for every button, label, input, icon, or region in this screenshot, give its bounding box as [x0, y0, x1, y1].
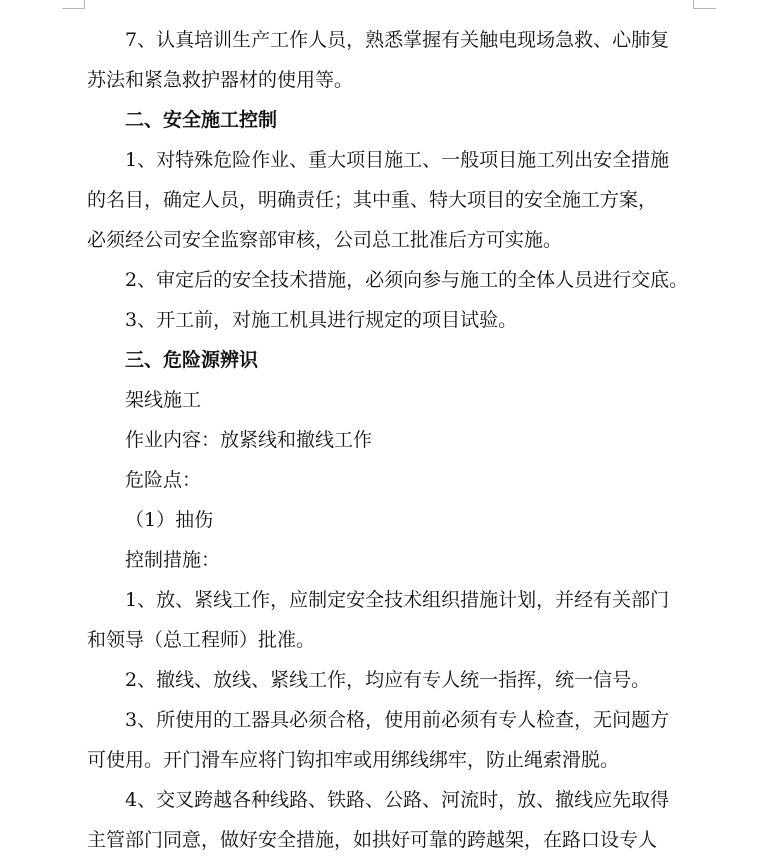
paragraph-line: 1、对特殊危险作业、重大项目施工、一般项目施工列出安全措施 [125, 149, 670, 171]
page-corner-mark-left [62, 0, 85, 9]
document-body [87, 20, 694, 860]
paragraph-line: 3、所使用的工器具必须合格，使用前必须有专人检查，无问题方 [125, 709, 670, 731]
paragraph-line: 苏法和紧急救护器材的使用等。 [87, 69, 354, 91]
paragraph-line: （1）抽伤 [125, 509, 214, 531]
paragraph-line: 3、开工前，对施工机具进行规定的项目试验。 [125, 309, 518, 331]
paragraph-line: 2、审定后的安全技术措施，必须向参与施工的全体人员进行交底。 [125, 269, 689, 291]
paragraph-line: 4、交叉跨越各种线路、铁路、公路、河流时，放、撤线应先取得 [125, 789, 670, 811]
section-heading: 二、安全施工控制 [125, 109, 278, 131]
paragraph-line: 7、认真培训生产工作人员，熟悉掌握有关触电现场急救、心肺复 [125, 29, 670, 51]
paragraph-line: 危险点： [125, 469, 202, 491]
paragraph-line: 架线施工 [125, 389, 202, 411]
paragraph-line: 作业内容：放紧线和撤线工作 [125, 429, 373, 451]
paragraph-line: 和领导（总工程师）批准。 [87, 629, 316, 651]
paragraph-line: 必须经公司安全监察部审核，公司总工批准后方可实施。 [87, 229, 563, 251]
section-heading: 三、危险源辨识 [125, 349, 259, 371]
paragraph-line: 控制措施： [125, 549, 221, 571]
paragraph-line: 2、撤线、放线、紧线工作，均应有专人统一指挥，统一信号。 [125, 669, 651, 691]
paragraph-line: 1、放、紧线工作，应制定安全技术组织措施计划，并经有关部门 [125, 589, 670, 611]
paragraph-line: 的名目，确定人员，明确责任；其中重、特大项目的安全施工方案， [87, 189, 658, 211]
page-corner-mark-right [693, 0, 716, 9]
paragraph-line: 可使用。开门滑车应将门钩扣牢或用绑线绑牢，防止绳索滑脱。 [87, 749, 620, 771]
paragraph-line: 主管部门同意，做好安全措施，如拱好可靠的跨越架，在路口设专人 [87, 829, 658, 851]
